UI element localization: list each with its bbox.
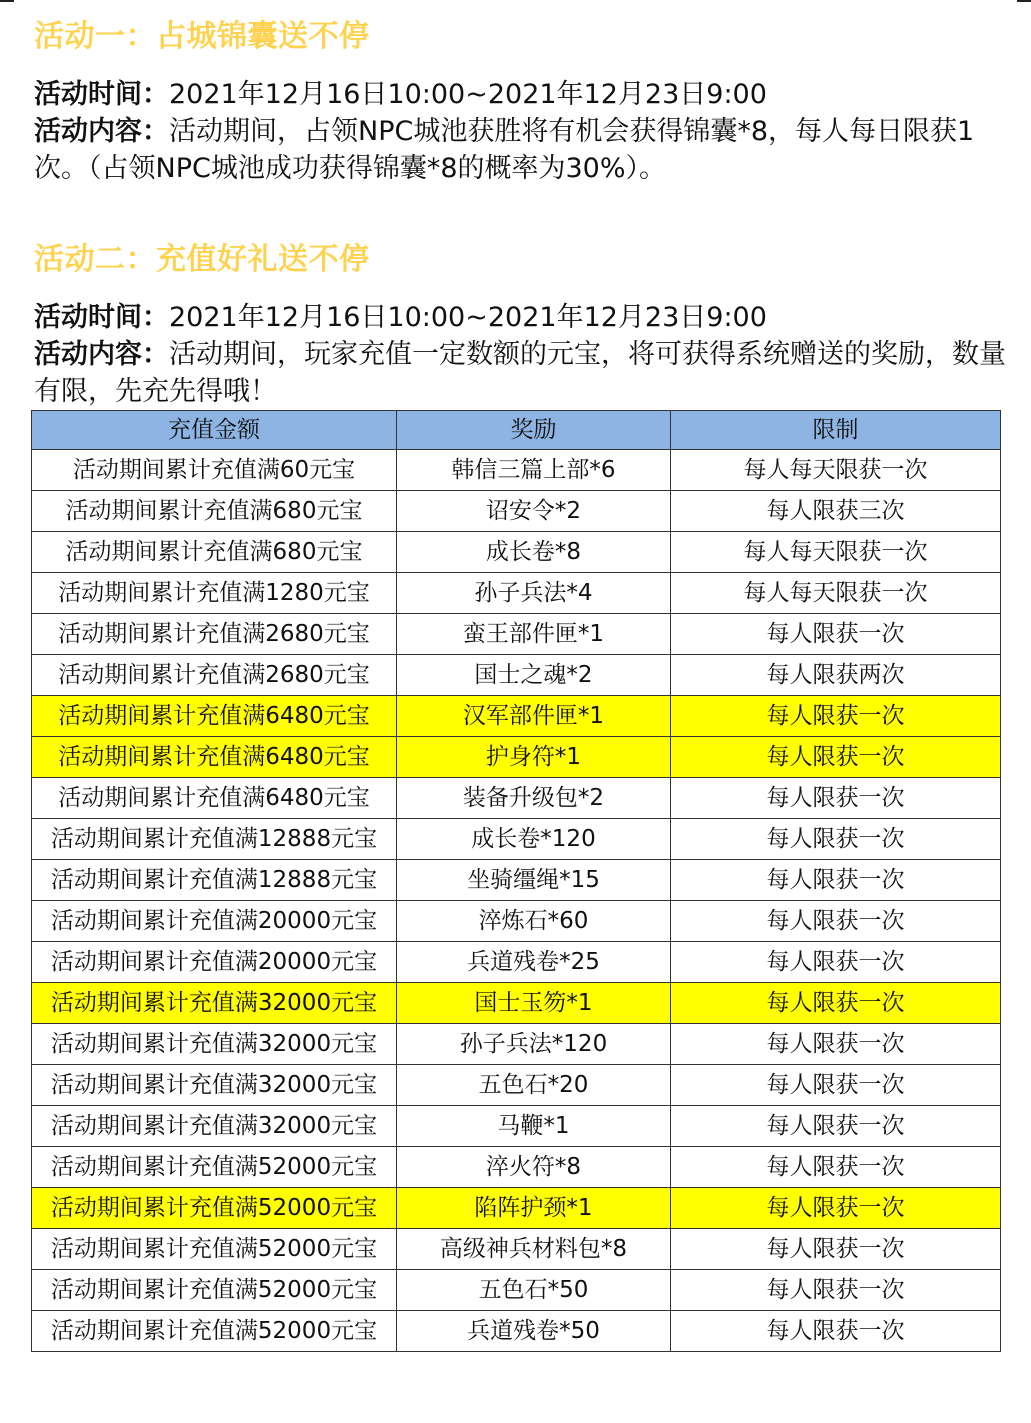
activity2-time-value: 2021年12月16日10:00~2021年12月23日9:00 [169,302,767,333]
cell-amount: 活动期间累计充值满1280元宝 [32,573,397,614]
cell-amount: 活动期间累计充值满680元宝 [32,532,397,573]
cell-limit: 每人限获一次 [671,1311,1001,1352]
cell-reward: 国士玉笏*1 [397,983,671,1024]
table-row [32,1188,1001,1229]
cell-limit: 每人限获一次 [671,901,1001,942]
cell-limit: 每人限获一次 [671,819,1001,860]
cell-limit: 每人限获一次 [671,696,1001,737]
activity2-time-label: 活动时间： [34,302,169,333]
table-row [32,614,1001,655]
cell-reward: 护身符*1 [397,737,671,778]
table-header-row [32,411,1001,450]
cell-reward: 蛮王部件匣*1 [397,614,671,655]
cell-reward: 高级神兵材料包*8 [397,1229,671,1270]
cell-reward: 兵道残卷*25 [397,942,671,983]
cell-amount: 活动期间累计充值满2680元宝 [32,655,397,696]
activity1-time [34,76,1019,113]
cell-limit: 每人限获两次 [671,655,1001,696]
cell-reward: 五色石*20 [397,1065,671,1106]
cell-amount: 活动期间累计充值满6480元宝 [32,696,397,737]
header-amount: 充值金额 [32,411,397,450]
cell-limit: 每人每天限获一次 [671,573,1001,614]
cell-limit: 每人限获一次 [671,1106,1001,1147]
activity2-content-value: 活动期间，玩家充值一定数额的元宝，将可获得系统赠送的奖励，数量有限，先充先得哦！ [34,339,1006,407]
table-row [32,655,1001,696]
table-row [32,532,1001,573]
table-row [32,1106,1001,1147]
activity1-content [34,113,1019,187]
cell-limit: 每人限获一次 [671,1065,1001,1106]
activity1-time-label: 活动时间： [34,79,169,110]
activity1-title: 活动一：占城锦囊送不停 [34,19,370,54]
cell-limit: 每人限获一次 [671,1188,1001,1229]
reward-table-body [32,450,1001,1352]
table-row [32,1147,1001,1188]
table-row [32,1311,1001,1352]
cell-amount: 活动期间累计充值满12888元宝 [32,860,397,901]
cell-limit: 每人限获一次 [671,942,1001,983]
cell-reward: 汉军部件匣*1 [397,696,671,737]
cell-reward: 韩信三篇上部*6 [397,450,671,491]
cell-amount: 活动期间累计充值满6480元宝 [32,737,397,778]
reward-table [31,410,1001,1352]
cell-amount: 活动期间累计充值满12888元宝 [32,819,397,860]
cell-limit: 每人限获一次 [671,614,1001,655]
cell-reward: 孙子兵法*4 [397,573,671,614]
table-row [32,819,1001,860]
activity1-time-value: 2021年12月16日10:00~2021年12月23日9:00 [169,79,767,110]
table-row [32,983,1001,1024]
cell-reward: 淬炼石*60 [397,901,671,942]
cell-reward: 淬火符*8 [397,1147,671,1188]
table-row [32,778,1001,819]
cell-reward: 陷阵护颈*1 [397,1188,671,1229]
cell-reward: 马鞭*1 [397,1106,671,1147]
table-row [32,737,1001,778]
cell-amount: 活动期间累计充值满2680元宝 [32,614,397,655]
cell-amount: 活动期间累计充值满52000元宝 [32,1147,397,1188]
cell-limit: 每人限获一次 [671,1147,1001,1188]
table-row [32,450,1001,491]
table-row [32,860,1001,901]
cell-limit: 每人限获一次 [671,983,1001,1024]
cell-limit: 每人限获三次 [671,491,1001,532]
cell-reward: 成长卷*8 [397,532,671,573]
cell-reward: 装备升级包*2 [397,778,671,819]
table-row [32,696,1001,737]
cell-amount: 活动期间累计充值满32000元宝 [32,1024,397,1065]
cell-limit: 每人限获一次 [671,778,1001,819]
top-left-edge-line [0,0,14,2]
cell-reward: 兵道残卷*50 [397,1311,671,1352]
cell-amount: 活动期间累计充值满52000元宝 [32,1270,397,1311]
cell-amount: 活动期间累计充值满20000元宝 [32,942,397,983]
cell-limit: 每人限获一次 [671,737,1001,778]
cell-reward: 坐骑缰绳*15 [397,860,671,901]
cell-reward: 成长卷*120 [397,819,671,860]
activity2-content-label: 活动内容： [34,339,169,370]
cell-limit: 每人每天限获一次 [671,450,1001,491]
activity2-content [34,336,1019,410]
cell-limit: 每人限获一次 [671,860,1001,901]
table-row [32,1229,1001,1270]
activity2-time [34,299,1019,336]
cell-amount: 活动期间累计充值满32000元宝 [32,1065,397,1106]
table-row [32,942,1001,983]
cell-amount: 活动期间累计充值满52000元宝 [32,1188,397,1229]
cell-amount: 活动期间累计充值满680元宝 [32,491,397,532]
cell-limit: 每人限获一次 [671,1229,1001,1270]
table-row [32,1270,1001,1311]
cell-amount: 活动期间累计充值满32000元宝 [32,1106,397,1147]
cell-amount: 活动期间累计充值满32000元宝 [32,983,397,1024]
cell-amount: 活动期间累计充值满6480元宝 [32,778,397,819]
activity1-content-label: 活动内容： [34,116,169,147]
cell-reward: 五色石*50 [397,1270,671,1311]
cell-limit: 每人限获一次 [671,1270,1001,1311]
cell-amount: 活动期间累计充值满20000元宝 [32,901,397,942]
cell-reward: 诏安令*2 [397,491,671,532]
table-row [32,1065,1001,1106]
cell-limit: 每人每天限获一次 [671,532,1001,573]
activity2-title: 活动二：充值好礼送不停 [34,242,370,277]
header-reward: 奖励 [397,411,671,450]
table-row [32,573,1001,614]
cell-reward: 国士之魂*2 [397,655,671,696]
top-right-edge-line [1017,0,1031,2]
cell-reward: 孙子兵法*120 [397,1024,671,1065]
cell-limit: 每人限获一次 [671,1024,1001,1065]
cell-amount: 活动期间累计充值满60元宝 [32,450,397,491]
table-row [32,901,1001,942]
cell-amount: 活动期间累计充值满52000元宝 [32,1229,397,1270]
table-row [32,491,1001,532]
table-row [32,1024,1001,1065]
header-limit: 限制 [671,411,1001,450]
activity1-content-value: 活动期间，占领NPC城池获胜将有机会获得锦囊*8，每人每日限获1次。（占领NPC城池成功获得锦囊*8的概率为30%）。 [34,116,975,184]
cell-amount: 活动期间累计充值满52000元宝 [32,1311,397,1352]
